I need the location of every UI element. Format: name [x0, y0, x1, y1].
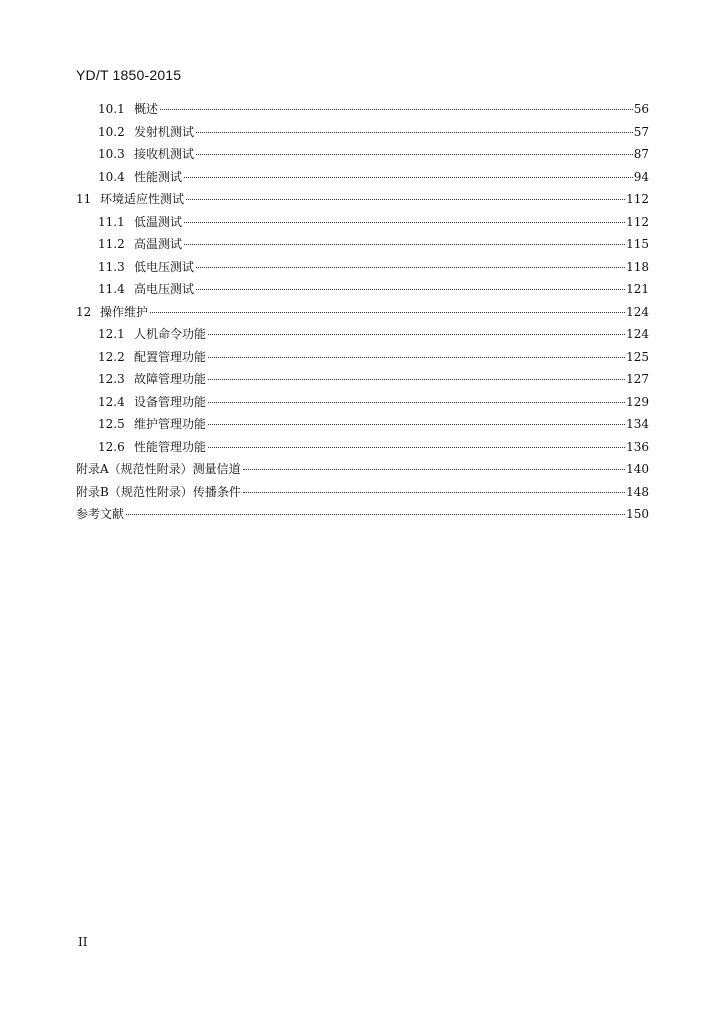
toc-entry-number: 11.2: [98, 237, 125, 251]
toc-entry-number: 12.4: [98, 394, 125, 409]
toc-entry-number: 10.2: [98, 124, 125, 139]
toc-dot-leader: [208, 379, 625, 380]
toc-dot-leader: [196, 154, 633, 155]
toc-dot-leader: [184, 222, 625, 223]
toc-dot-leader: [126, 514, 625, 515]
toc-entry-page: 124: [626, 327, 649, 341]
toc-entry-number: 12.2: [98, 349, 125, 364]
toc-entry-title: 附录A（规范性附录）测量信道: [76, 462, 241, 476]
toc-entry[interactable]: [76, 233, 649, 256]
toc-entry-number: 11: [76, 192, 92, 206]
toc-entry[interactable]: [76, 211, 649, 234]
toc-entry-number: 10.3: [98, 147, 125, 161]
toc-entry-title: 发射机测试: [134, 124, 195, 139]
toc-entry-page: 150: [626, 507, 649, 521]
toc-entry-page: 140: [626, 462, 649, 476]
toc-entry-page: 124: [626, 304, 649, 319]
toc-entry-title: 高温测试: [134, 237, 183, 251]
toc-dot-leader: [208, 357, 625, 358]
toc-entry-page: 56: [633, 102, 649, 116]
toc-entry-page: 127: [626, 372, 649, 386]
toc-entry[interactable]: [76, 98, 649, 121]
toc-entry-page: 129: [626, 394, 649, 409]
toc-dot-leader: [243, 469, 625, 470]
toc-entry[interactable]: [76, 458, 649, 481]
toc-dot-leader: [184, 177, 633, 178]
toc-entry[interactable]: [76, 391, 649, 414]
toc-dot-leader: [208, 334, 625, 335]
toc-entry-number: 12: [76, 304, 92, 319]
toc-entry-title: 人机命令功能: [134, 327, 207, 341]
toc-dot-leader: [150, 312, 625, 313]
toc-entry-title: 低温测试: [134, 214, 183, 229]
toc-dot-leader: [186, 199, 625, 200]
toc-dot-leader: [196, 132, 633, 133]
toc-entry-number: 12.3: [98, 372, 125, 386]
table-of-contents: [76, 98, 649, 526]
toc-entry-page: 94: [633, 169, 649, 184]
toc-entry-page: 57: [633, 124, 649, 139]
toc-entry-number: 12.5: [98, 417, 125, 431]
toc-entry[interactable]: [76, 121, 649, 144]
toc-entry-title: 附录B（规范性附录）传播条件: [76, 484, 241, 499]
toc-dot-leader: [184, 244, 625, 245]
toc-entry-title: 概述: [134, 102, 159, 116]
toc-entry-title: 维护管理功能: [134, 417, 207, 431]
toc-entry-title: 故障管理功能: [134, 372, 207, 386]
page-number: II: [78, 935, 88, 949]
toc-entry-page: 112: [626, 214, 649, 229]
toc-entry-title: 性能测试: [134, 169, 183, 184]
toc-entry[interactable]: [76, 323, 649, 346]
toc-entry-page: 134: [626, 417, 649, 431]
toc-dot-leader: [196, 267, 625, 268]
toc-entry[interactable]: [76, 143, 649, 166]
toc-entry-title: 参考文献: [76, 507, 125, 521]
toc-entry-title: 性能管理功能: [134, 439, 207, 454]
toc-entry-number: 11.4: [98, 282, 125, 296]
toc-entry[interactable]: [76, 346, 649, 369]
toc-entry-title: 配置管理功能: [134, 349, 207, 364]
toc-entry-title: 环境适应性测试: [100, 192, 185, 206]
toc-entry-page: 148: [626, 484, 649, 499]
toc-entry-number: 12.1: [98, 327, 125, 341]
toc-entry-title: 高电压测试: [134, 282, 195, 296]
toc-entry[interactable]: [76, 413, 649, 436]
toc-entry[interactable]: [76, 368, 649, 391]
document-code: YD/T 1850-2015: [76, 67, 182, 83]
toc-entry-page: 87: [633, 147, 649, 161]
toc-entry[interactable]: [76, 166, 649, 189]
toc-entry-page: 125: [626, 349, 649, 364]
toc-entry-title: 接收机测试: [134, 147, 195, 161]
toc-entry[interactable]: [76, 188, 649, 211]
toc-entry[interactable]: [76, 503, 649, 526]
toc-dot-leader: [160, 109, 633, 110]
toc-entry-number: 10.1: [98, 102, 125, 116]
toc-dot-leader: [208, 424, 625, 425]
toc-entry-title: 低电压测试: [134, 259, 195, 274]
toc-entry-number: 11.3: [98, 259, 125, 274]
toc-entry[interactable]: [76, 301, 649, 324]
toc-entry[interactable]: [76, 436, 649, 459]
toc-entry-page: 121: [626, 282, 649, 296]
toc-entry-number: 11.1: [98, 214, 125, 229]
toc-dot-leader: [208, 447, 625, 448]
toc-entry[interactable]: [76, 481, 649, 504]
toc-entry-page: 115: [626, 237, 649, 251]
toc-entry-page: 118: [626, 259, 649, 274]
toc-entry-title: 设备管理功能: [134, 394, 207, 409]
toc-entry[interactable]: [76, 256, 649, 279]
toc-dot-leader: [196, 289, 625, 290]
toc-entry-title: 操作维护: [100, 304, 149, 319]
toc-entry-number: 12.6: [98, 439, 125, 454]
toc-entry[interactable]: [76, 278, 649, 301]
toc-entry-page: 136: [626, 439, 649, 454]
toc-entry-number: 10.4: [98, 169, 125, 184]
toc-entry-page: 112: [626, 192, 649, 206]
toc-dot-leader: [243, 492, 625, 493]
toc-dot-leader: [208, 402, 625, 403]
